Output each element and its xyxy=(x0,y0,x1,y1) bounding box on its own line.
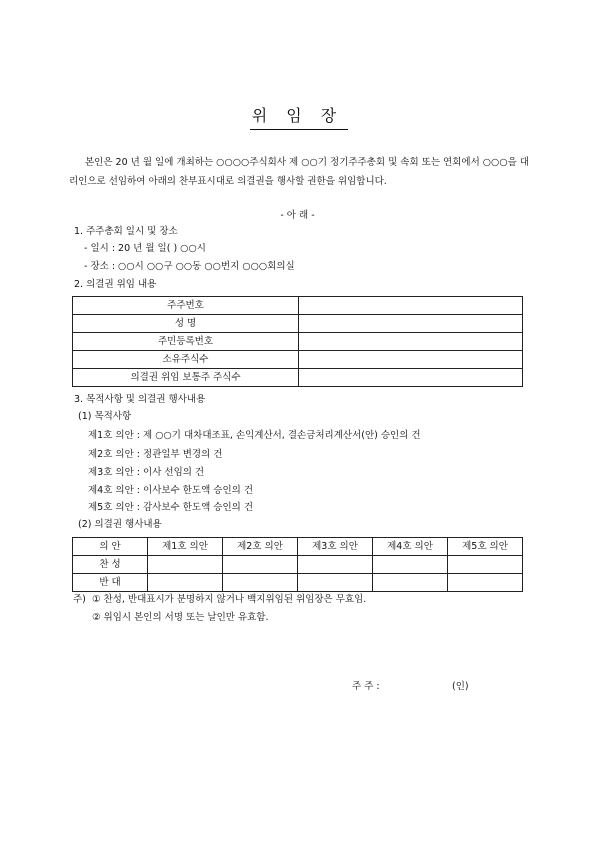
agenda-item: 제1호 의안 : 제 ○○기 대차대조표, 손익계산서, 결손금처리계산서(안) 승인의 건 xyxy=(88,430,421,441)
title-underline xyxy=(250,129,348,130)
shareholder-number-cell[interactable] xyxy=(299,297,523,315)
seal-mark: (인) xyxy=(452,681,469,692)
vote-cell[interactable] xyxy=(223,574,298,592)
agenda-item: 제2호 의안 : 정관일부 변경의 건 xyxy=(88,449,223,460)
vote-cell[interactable] xyxy=(148,556,223,574)
agenda-item: 제4호 의안 : 이사보수 한도액 승인의 건 xyxy=(88,485,254,496)
table-row xyxy=(73,369,523,387)
below-heading: - 아 래 - xyxy=(280,210,315,221)
table-row xyxy=(73,556,523,574)
meeting-place: - 장소 : ○○시 ○○구 ○○동 ○○번지 ○○○회의실 xyxy=(84,261,295,272)
header-cell: 제3호 의안 xyxy=(298,538,373,556)
section1-heading: 1. 주주총회 일시 및 장소 xyxy=(74,226,178,237)
agenda-item: 제5호 의안 : 감사보수 한도액 승인의 건 xyxy=(88,502,254,513)
vote-subheading: (2) 의결권 행사내용 xyxy=(78,519,162,530)
vote-cell[interactable] xyxy=(298,556,373,574)
section2-heading: 2. 의결권 위임 내용 xyxy=(74,279,157,290)
header-cell: 제2호 의안 xyxy=(223,538,298,556)
meeting-datetime: - 일시 : 20 년 월 일( ) ○○시 xyxy=(84,243,206,254)
name-cell[interactable] xyxy=(299,315,523,333)
note-2: ② 위임시 본인의 서명 또는 날인만 유효함. xyxy=(92,612,269,623)
table-row xyxy=(73,297,523,315)
table-row xyxy=(73,574,523,592)
section3-heading: 3. 목적사항 및 의결권 행사내용 xyxy=(74,394,206,405)
vote-cell[interactable] xyxy=(148,574,223,592)
table-header-row xyxy=(73,538,523,556)
delegation-table xyxy=(72,296,523,387)
header-cell: 제1호 의안 xyxy=(148,538,223,556)
row-label-delegated-shares: 의결권 위임 보통주 주식수 xyxy=(73,369,299,387)
row-label-approve: 찬 성 xyxy=(73,556,148,574)
owned-shares-cell[interactable] xyxy=(299,351,523,369)
agenda-item: 제3호 의안 : 이사 선임의 건 xyxy=(88,467,205,478)
row-label-oppose: 반 대 xyxy=(73,574,148,592)
table-row xyxy=(73,315,523,333)
vote-table xyxy=(72,537,523,592)
shareholder-signature-label: 주 주 : xyxy=(352,681,380,692)
vote-cell[interactable] xyxy=(298,574,373,592)
notes-prefix: 주) xyxy=(73,594,86,605)
agenda-subheading: (1) 목적사항 xyxy=(78,411,132,422)
header-cell: 제5호 의안 xyxy=(448,538,523,556)
vote-cell[interactable] xyxy=(448,556,523,574)
table-row xyxy=(73,333,523,351)
header-cell: 의 안 xyxy=(73,538,148,556)
delegated-shares-cell[interactable] xyxy=(299,369,523,387)
row-label-owned-shares: 소유주식수 xyxy=(73,351,299,369)
table-row xyxy=(73,351,523,369)
note-1: ① 찬성, 반대표시가 분명하지 않거나 백지위임된 위임장은 무효임. xyxy=(92,594,367,605)
row-label-name: 성 명 xyxy=(73,315,299,333)
vote-cell[interactable] xyxy=(223,556,298,574)
intro-paragraph: 본인은 20 년 월 일에 개최하는 ○○○○주식회사 제 ○○기 정기주주총회 및 속회 또는 연회에서 ○○○을 대리인으로 선임하여 아래의 찬부표시대로 의결권을 행사할 권한을 위임합니다. xyxy=(69,157,530,187)
vote-cell[interactable] xyxy=(448,574,523,592)
header-cell: 제4호 의안 xyxy=(373,538,448,556)
vote-cell[interactable] xyxy=(373,556,448,574)
resident-number-cell[interactable] xyxy=(299,333,523,351)
vote-cell[interactable] xyxy=(373,574,448,592)
row-label-shareholder-number: 주주번호 xyxy=(73,297,299,315)
document-title: 위 임 장 xyxy=(251,106,344,125)
row-label-resident-number: 주민등록번호 xyxy=(73,333,299,351)
